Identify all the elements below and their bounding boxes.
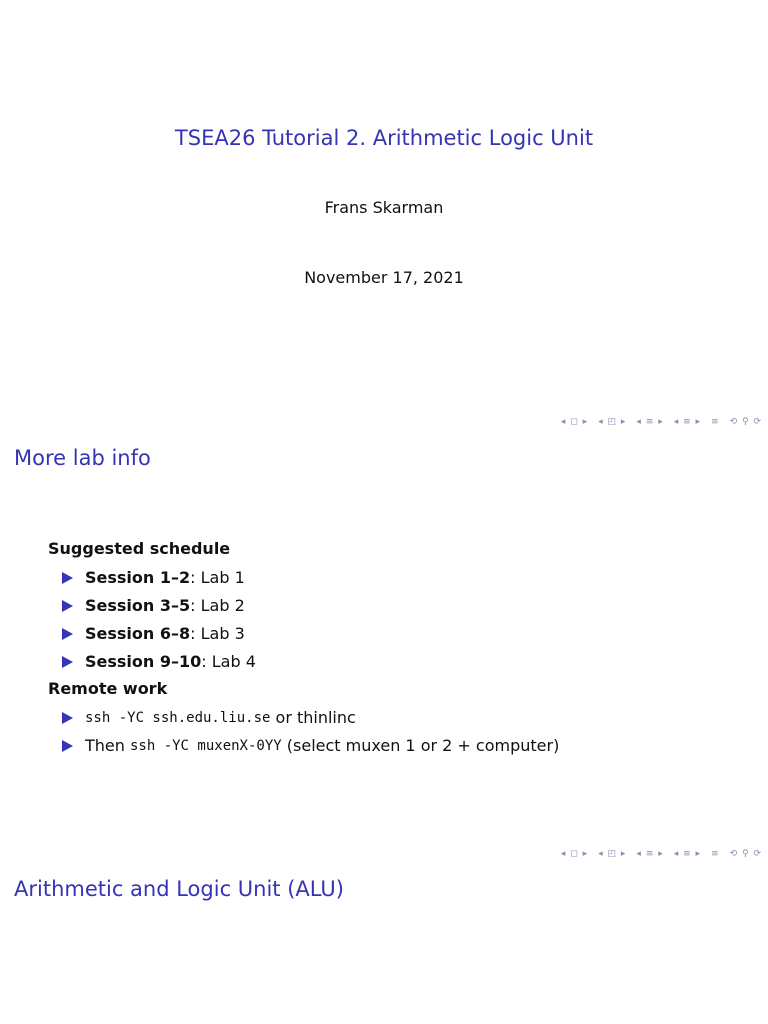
presentation-title: TSEA26 Tutorial 2. Arithmetic Logic Unit (174, 126, 594, 150)
beamer-nav-bar-1[interactable] (561, 415, 762, 429)
subsection-nav-icon[interactable]: ◂ ◰ ▸ (598, 417, 627, 427)
document-nav-icon[interactable]: ◂ ≡ ▸ (673, 417, 702, 427)
list-item: Session 6–8 : Lab 3 (62, 620, 256, 648)
slide-title-alu: Arithmetic and Logic Unit (ALU) (14, 877, 344, 901)
document-nav-icon[interactable]: ◂ ≡ ▸ (673, 849, 702, 859)
remote-work-heading: Remote work (48, 679, 168, 698)
list-item: Then ssh -YC muxenX-0YY (select muxen 1 or 2 + computer) (62, 732, 559, 760)
beamer-nav-bar-2[interactable] (561, 847, 762, 861)
section-nav-icon[interactable]: ◂ ≡ ▸ (636, 849, 664, 859)
frame-nav-icon[interactable]: ◂ ◻ ▸ (560, 849, 589, 859)
frame-nav-icon[interactable]: ◂ ◻ ▸ (560, 417, 589, 427)
ssh-command: ssh -YC ssh.edu.liu.se (85, 710, 271, 726)
triangle-bullet-icon (62, 712, 73, 724)
remote-work-list (62, 704, 559, 760)
triangle-bullet-icon (62, 656, 73, 668)
list-item: Session 1–2 : Lab 1 (62, 564, 256, 592)
search-zoom-icon[interactable]: ⟲ ⚲ ⟳ (729, 417, 762, 427)
subsection-nav-icon[interactable]: ◂ ◰ ▸ (598, 849, 627, 859)
triangle-bullet-icon (62, 628, 73, 640)
schedule-list (62, 564, 256, 676)
section-nav-icon[interactable]: ◂ ≡ ▸ (636, 417, 664, 427)
list-item: Session 3–5 : Lab 2 (62, 592, 256, 620)
schedule-heading: Suggested schedule (48, 539, 231, 558)
search-zoom-icon[interactable]: ⟲ ⚲ ⟳ (729, 849, 762, 859)
triangle-bullet-icon (62, 740, 73, 752)
triangle-bullet-icon (62, 600, 73, 612)
author-name: Frans Skarman (324, 198, 444, 217)
menu-icon[interactable]: ≡ (711, 417, 720, 427)
triangle-bullet-icon (62, 572, 73, 584)
slide-title-more-lab-info: More lab info (14, 446, 151, 470)
list-item: Session 9–10 : Lab 4 (62, 648, 256, 676)
list-item: ssh -YC ssh.edu.liu.se or thinlinc (62, 704, 559, 732)
menu-icon[interactable]: ≡ (711, 849, 720, 859)
ssh-command: ssh -YC muxenX-0YY (129, 738, 282, 754)
presentation-date: November 17, 2021 (304, 268, 464, 287)
